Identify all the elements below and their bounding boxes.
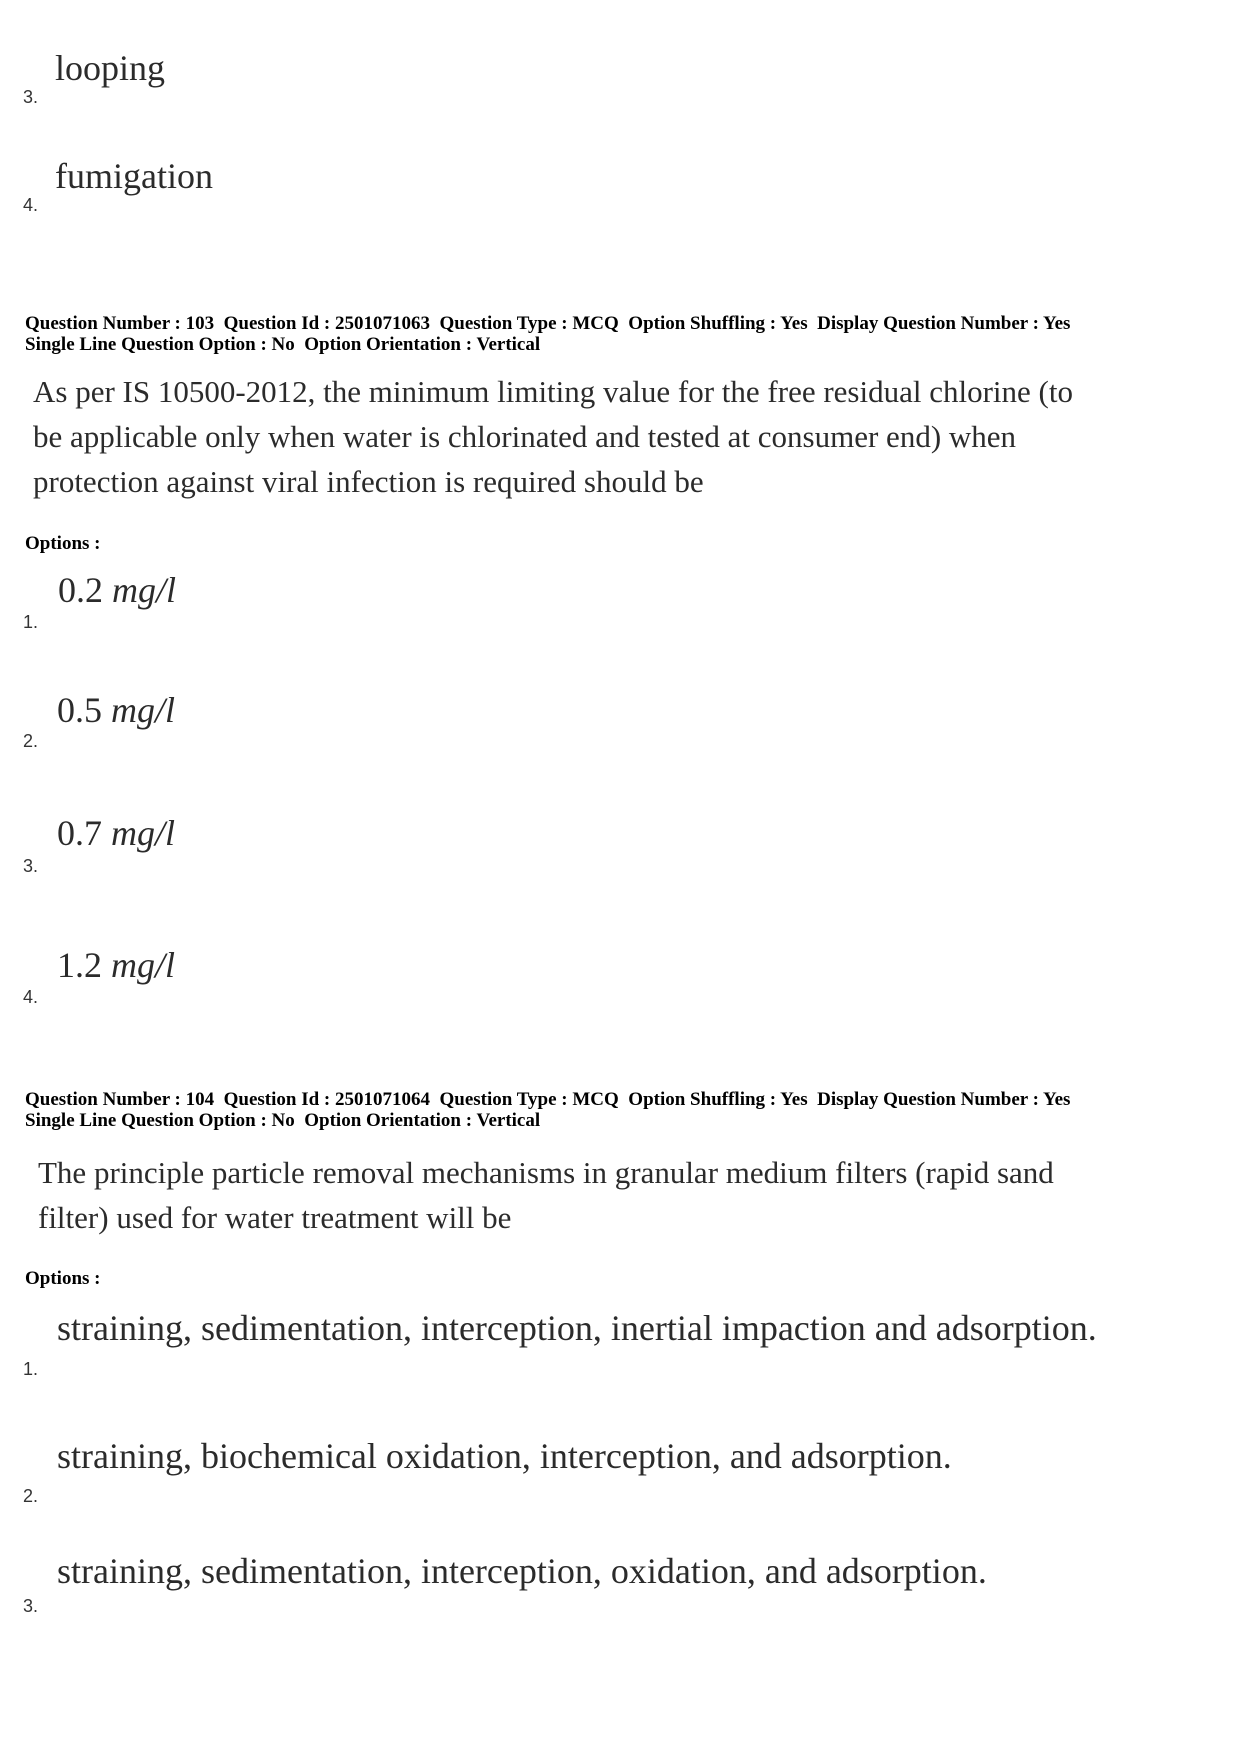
question-stem-line-2: be applicable only when water is chlorinated and tested at consumer end) when xyxy=(33,419,1017,454)
option-number: 1. xyxy=(23,1359,39,1379)
option-number: 1. xyxy=(23,612,39,632)
option-text: straining, sedimentation, interception, oxidation, and adsorption. xyxy=(57,1551,987,1591)
question-meta-line-2: Single Line Question Option : No Option Orientation : Vertical xyxy=(25,1110,541,1131)
option-number: 3. xyxy=(23,1596,39,1616)
question-stem xyxy=(33,369,1191,504)
option-number: 4. xyxy=(23,195,39,215)
option-value: 0.2 xyxy=(58,570,103,610)
option-value: 0.7 xyxy=(57,813,102,853)
option-value: 1.2 xyxy=(57,945,102,985)
option-number: 3. xyxy=(23,87,39,107)
question-meta-line-1: Question Number : 103 Question Id : 2501071063 Question Type : MCQ Option Shuffling : Yes Display Question Number : Yes xyxy=(25,313,1071,334)
options-label: Options : xyxy=(25,533,101,554)
question-stem-line-2: filter) used for water treatment will be xyxy=(38,1200,512,1235)
question-stem-line-1: The principle particle removal mechanisms in granular medium filters (rapid sand xyxy=(38,1155,1054,1190)
option-number: 2. xyxy=(23,731,39,751)
question-stem-line-1: As per IS 10500-2012, the minimum limiting value for the free residual chlorine (to xyxy=(33,374,1073,409)
options-label: Options : xyxy=(25,1268,101,1289)
option-unit: mg/l xyxy=(111,690,176,730)
question-stem-line-3: protection against viral infection is required should be xyxy=(33,464,704,499)
option-number: 2. xyxy=(23,1486,39,1506)
option-text: fumigation xyxy=(55,156,213,196)
option-number: 3. xyxy=(23,856,39,876)
option-text xyxy=(58,572,176,608)
option-text xyxy=(57,815,175,851)
option-text xyxy=(57,692,175,728)
question-meta-line-2: Single Line Question Option : No Option Orientation : Vertical xyxy=(25,334,541,355)
option-text xyxy=(57,947,175,983)
option-unit: mg/l xyxy=(112,570,177,610)
option-text: straining, sedimentation, interception, inertial impaction and adsorption. xyxy=(57,1308,1097,1348)
question-stem xyxy=(38,1150,1170,1240)
option-number: 4. xyxy=(23,987,39,1007)
option-text: straining, biochemical oxidation, interception, and adsorption. xyxy=(57,1436,952,1476)
option-unit: mg/l xyxy=(111,813,176,853)
option-text: looping xyxy=(55,48,166,88)
option-unit: mg/l xyxy=(111,945,176,985)
question-meta-line-1: Question Number : 104 Question Id : 2501071064 Question Type : MCQ Option Shuffling : Yes Display Question Number : Yes xyxy=(25,1089,1071,1110)
option-value: 0.5 xyxy=(57,690,102,730)
